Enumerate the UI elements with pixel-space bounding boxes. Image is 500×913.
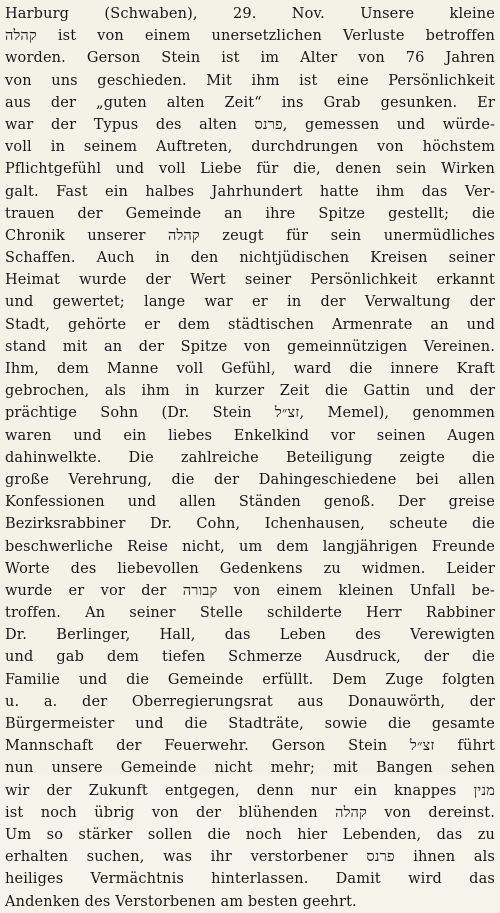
- article-line: nun unsere Gemeinde nicht mehr; mit Bangen sehen: [5, 760, 495, 777]
- article-line: aus der „guten alten Zeit“ ins Grab gesunken. Er: [5, 94, 495, 111]
- article-line: Um so stärker sollen die noch hier Lebenden, das zu: [5, 826, 495, 843]
- article-line: קהלה ist von einem unersetzlichen Verluste betroffen: [5, 28, 495, 45]
- article-line: beschwerliche Reise nicht, um dem langjährigen Freunde: [5, 538, 495, 555]
- article-line: Schaffen. Auch in den nichtjüdischen Kreisen seiner: [5, 250, 495, 267]
- article-line: Andenken des Verstorbenen am besten geehrt.: [5, 893, 357, 910]
- article-line: worden. Gerson Stein ist im Alter von 76 Jahren: [5, 50, 495, 67]
- article-line: Harburg (Schwaben), 29. Nov. Unsere kleine: [5, 6, 495, 22]
- article-line: stand mit an der Spitze von gemeinnützigen Vereinen.: [5, 338, 495, 355]
- article-line: waren und ein liebes Enkelkind vor seinen Augen: [5, 427, 495, 444]
- article-line: galt. Fast ein halbes Jahrhundert hatte ihm das Ver-: [5, 183, 495, 200]
- article-line: Chronik unserer קהלה zeugt für sein unermüdliches: [5, 227, 495, 244]
- article-line: von uns geschieden. Mit ihm ist eine Persönlichkeit: [5, 72, 495, 89]
- article-line: Dr. Berlinger, Hall, das Leben des Verewigten: [5, 627, 495, 644]
- article-line: Heimat wurde der Wert seiner Persönlichkeit erkannt: [5, 272, 495, 289]
- article-line: dahinwelkte. Die zahlreiche Beteiligung zeigte die: [5, 449, 495, 466]
- article-line: Worte des liebevollen Gedenkens zu widmen. Leider: [5, 560, 495, 577]
- article-line: Mannschaft der Feuerwehr. Gerson Stein זצ״ל führt: [5, 738, 495, 755]
- article-line: Familie und die Gemeinde erfüllt. Dem Zuge folgten: [5, 671, 495, 688]
- article-line: troffen. An seiner Stelle schilderte Herr Rabbiner: [5, 605, 495, 622]
- article-line: heiliges Vermächtnis hinterlassen. Damit wird das: [5, 871, 495, 888]
- article-line: Stadt, gehörte er dem städtischen Armenrate an und: [5, 316, 495, 333]
- article-line: ist noch übrig von der blühenden קהלה von dereinst.: [5, 804, 495, 821]
- article-line: Pflichtgefühl und voll Liebe für die, denen sein Wirken: [5, 161, 495, 178]
- article-line: wurde er vor der קבורה von einem kleinen Unfall be-: [5, 582, 495, 599]
- article-line: war der Typus des alten פרנס, gemessen und würde-: [5, 116, 495, 133]
- article-text: [5, 3, 495, 910]
- article-line: und gab dem tiefen Schmerze Ausdruck, der die: [5, 649, 495, 666]
- article-line: voll in seinem Auftreten, durchdrungen von höchstem: [5, 139, 495, 156]
- article-line: erhalten suchen, was ihr verstorbener פרנס ihnen als: [5, 849, 495, 866]
- article-line: große Verehrung, die der Dahingeschiedene bei allen: [5, 471, 495, 488]
- article-line: trauen der Gemeinde an ihre Spitze gestellt; die: [5, 205, 495, 222]
- article-line: gebrochen, als ihm in kurzer Zeit die Gattin und der: [5, 383, 495, 400]
- article-line: Konfessionen und allen Ständen genoß. Der greise: [5, 494, 495, 511]
- article-line: Ihm, dem Manne voll Gefühl, ward die innere Kraft: [5, 361, 495, 377]
- article-line: Bezirksrabbiner Dr. Cohn, Ichenhausen, scheute die: [5, 516, 495, 533]
- article-line: wir der Zukunft entgegen, denn nur ein knappes מנין: [5, 782, 495, 799]
- article-line: und gewertet; lange war er in der Verwaltung der: [5, 294, 495, 311]
- article-line: Bürgermeister und die Stadträte, sowie die gesamte: [5, 716, 495, 732]
- article-line: u. a. der Oberregierungsrat aus Donauwörth, der: [5, 693, 495, 710]
- article-line: prächtige Sohn (Dr. Stein זצ״ל, Memel), genommen: [5, 405, 495, 422]
